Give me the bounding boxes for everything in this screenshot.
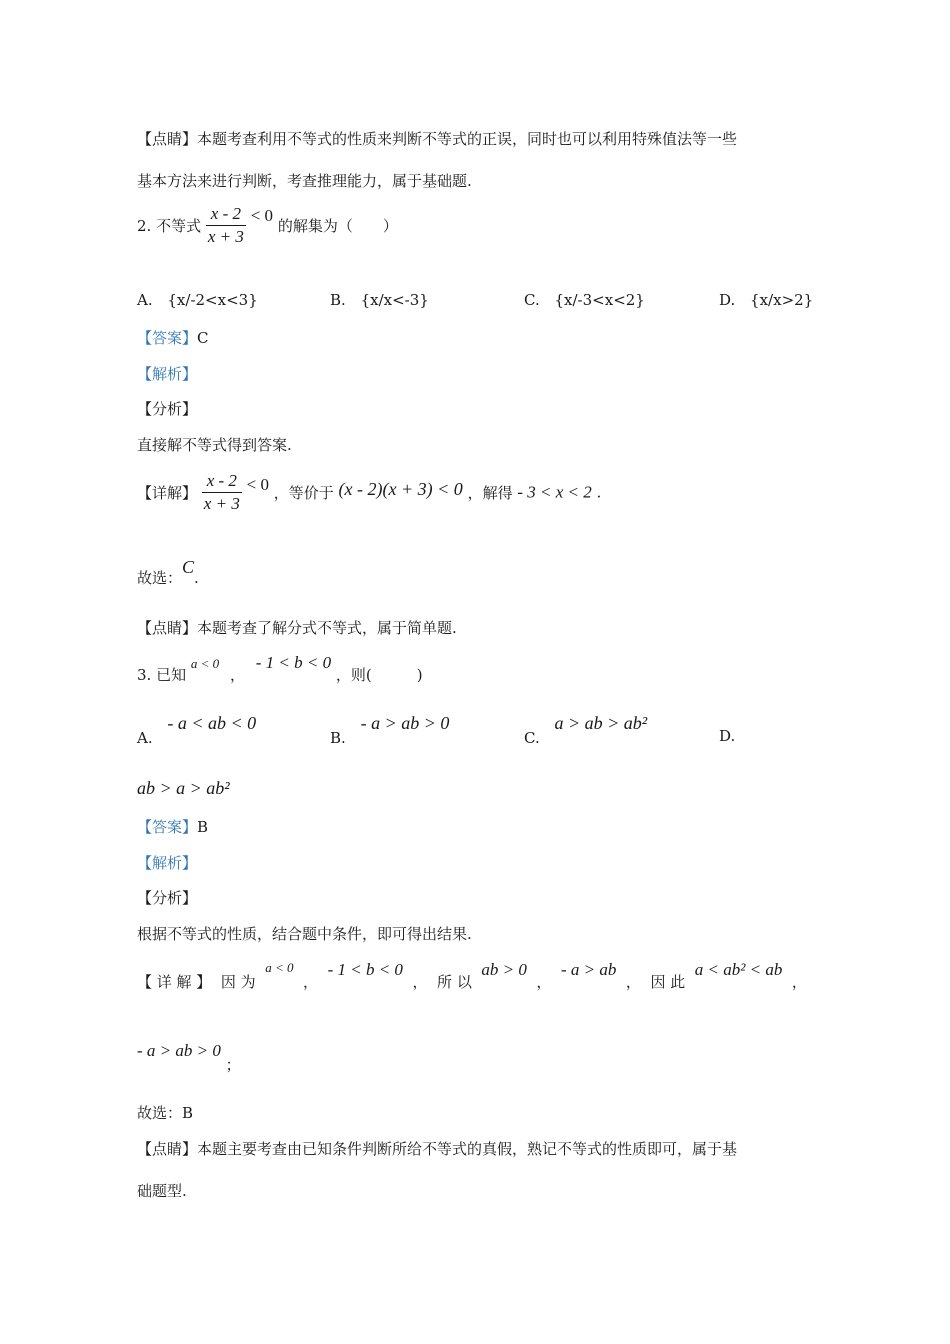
option-label: A. xyxy=(137,729,153,747)
question-2-analysis-tag: 【解析】 xyxy=(137,365,198,383)
option-label: C. xyxy=(524,291,540,309)
question-2-answer xyxy=(137,327,209,348)
question-3-analysis-tag: 【解析】 xyxy=(137,854,198,872)
question-2-suffix: 的解集为（ ） xyxy=(277,217,398,235)
option-text: {x/-3<x<2} xyxy=(554,291,645,309)
question-3-fenxi-tag: 【分析】 xyxy=(137,889,198,907)
answer-tag: 【答案】 xyxy=(137,818,198,836)
fraction-denominator: x + 3 xyxy=(207,227,244,246)
question-3-option-d xyxy=(719,727,735,745)
question-2-option-a xyxy=(137,291,258,309)
question-2-choose xyxy=(137,557,199,587)
detail-relation: < 0 xyxy=(246,474,269,494)
question-2-fenxi-tag: 【分析】 xyxy=(137,400,198,418)
question-2-comment: 【点睛】本题考查了解分式不等式，属于简单题. xyxy=(137,619,457,637)
question-3-option-d-text: ab > a > ab² xyxy=(137,778,230,798)
detail-because: 因 为 xyxy=(220,973,256,991)
detail-expression: (x - 2)(x + 3) < 0 xyxy=(338,479,463,499)
option-label: A. xyxy=(137,291,153,309)
question-3-sep: ， xyxy=(229,666,245,684)
question-2-option-b xyxy=(330,291,429,309)
option-label: B. xyxy=(330,291,346,309)
option-text: {x/x>2} xyxy=(750,291,814,309)
detail-tag: 【 详 解 】 xyxy=(137,973,212,991)
option-text: {x/-2<x<3} xyxy=(167,291,258,309)
detail-so: 所 以 xyxy=(437,973,472,991)
detail-r2: - a > ab xyxy=(560,960,617,979)
question-3-cond1: a < 0 xyxy=(190,656,220,671)
question-3-option-a xyxy=(137,713,257,747)
detail-line2-expr: - a > ab > 0 xyxy=(137,1041,221,1060)
option-label: C. xyxy=(524,729,540,747)
detail-tag: 【详解】 xyxy=(137,484,198,502)
choose-value: C xyxy=(182,557,195,577)
question-2-prefix: 2. 不等式 xyxy=(137,217,202,235)
choose-label: 故选： xyxy=(137,569,183,587)
fraction-numerator: x - 2 xyxy=(206,203,246,226)
detail-result: - 3 < x < 2 xyxy=(517,482,592,502)
detail-mid: ，等价于 xyxy=(273,484,334,502)
detail-therefore: 因 此 xyxy=(650,973,686,991)
question-2-fraction xyxy=(206,203,246,248)
question-3-detail-line2 xyxy=(137,1040,241,1074)
question-3-answer xyxy=(137,816,208,837)
comment-q1-line1: 【点睛】本题考查利用不等式的性质来判断不等式的正误，同时也可以利用特殊值法等一些 xyxy=(137,130,738,148)
question-3-prefix: 3. 已知 xyxy=(137,666,187,684)
question-3-option-b xyxy=(330,713,450,747)
fraction-denominator: x + 3 xyxy=(203,494,240,513)
question-3-choose: 故选：B xyxy=(137,1104,194,1122)
question-2-fenxi-text: 直接解不等式得到答案. xyxy=(137,436,292,454)
question-3-comment-line1: 【点睛】本题主要考查由已知条件判断所给不等式的真假，熟记不等式的性质即可，属于基 xyxy=(137,1140,738,1158)
question-3-cond2: - 1 < b < 0 xyxy=(255,653,332,672)
question-3-detail: 【 详 解 】 因 为 a < 0 ， - 1 < b < 0 ， 所 以 ab > 0 ， - a > ab ， 因 此 a < ab² < ab ， xyxy=(137,960,807,991)
question-3-stem xyxy=(137,652,423,684)
option-text: - a < ab < 0 xyxy=(167,713,257,733)
question-2-option-d xyxy=(719,291,813,309)
question-2-stem xyxy=(137,203,398,248)
option-label: B. xyxy=(330,729,346,747)
question-2-detail xyxy=(137,470,601,515)
fraction-numerator: x - 2 xyxy=(202,470,242,493)
question-3-option-c xyxy=(524,713,648,747)
option-label: D. xyxy=(719,291,736,309)
option-text: {x/x<-3} xyxy=(360,291,429,309)
detail-mid2: ，解得 xyxy=(467,484,513,502)
choose-end: . xyxy=(194,569,199,587)
answer-value: C xyxy=(197,329,209,347)
comment-q1-line2: 基本方法来进行判断，考查推理能力，属于基础题. xyxy=(137,172,472,190)
question-2-option-c xyxy=(524,291,645,309)
detail-r1: ab > 0 xyxy=(481,960,527,979)
question-3-fenxi-text: 根据不等式的性质，结合题中条件，即可得出结果. xyxy=(137,925,472,943)
detail-r3: a < ab² < ab xyxy=(694,960,783,979)
detail-cond2: - 1 < b < 0 xyxy=(327,960,403,979)
question-3-comment-line2: 础题型. xyxy=(137,1182,187,1200)
question-2-relation: < 0 xyxy=(250,205,274,225)
option-label: D. xyxy=(719,727,736,745)
detail-end: . xyxy=(596,483,602,502)
answer-value: B xyxy=(197,818,209,836)
answer-tag: 【答案】 xyxy=(137,329,198,347)
question-3-suffix: ，则( ) xyxy=(335,666,423,684)
detail-cond1: a < 0 xyxy=(265,960,294,975)
option-text: a > ab > ab² xyxy=(554,713,648,733)
detail-line2-end: ； xyxy=(225,1056,241,1074)
option-text: - a > ab > 0 xyxy=(360,713,450,733)
detail-fraction xyxy=(202,470,242,515)
